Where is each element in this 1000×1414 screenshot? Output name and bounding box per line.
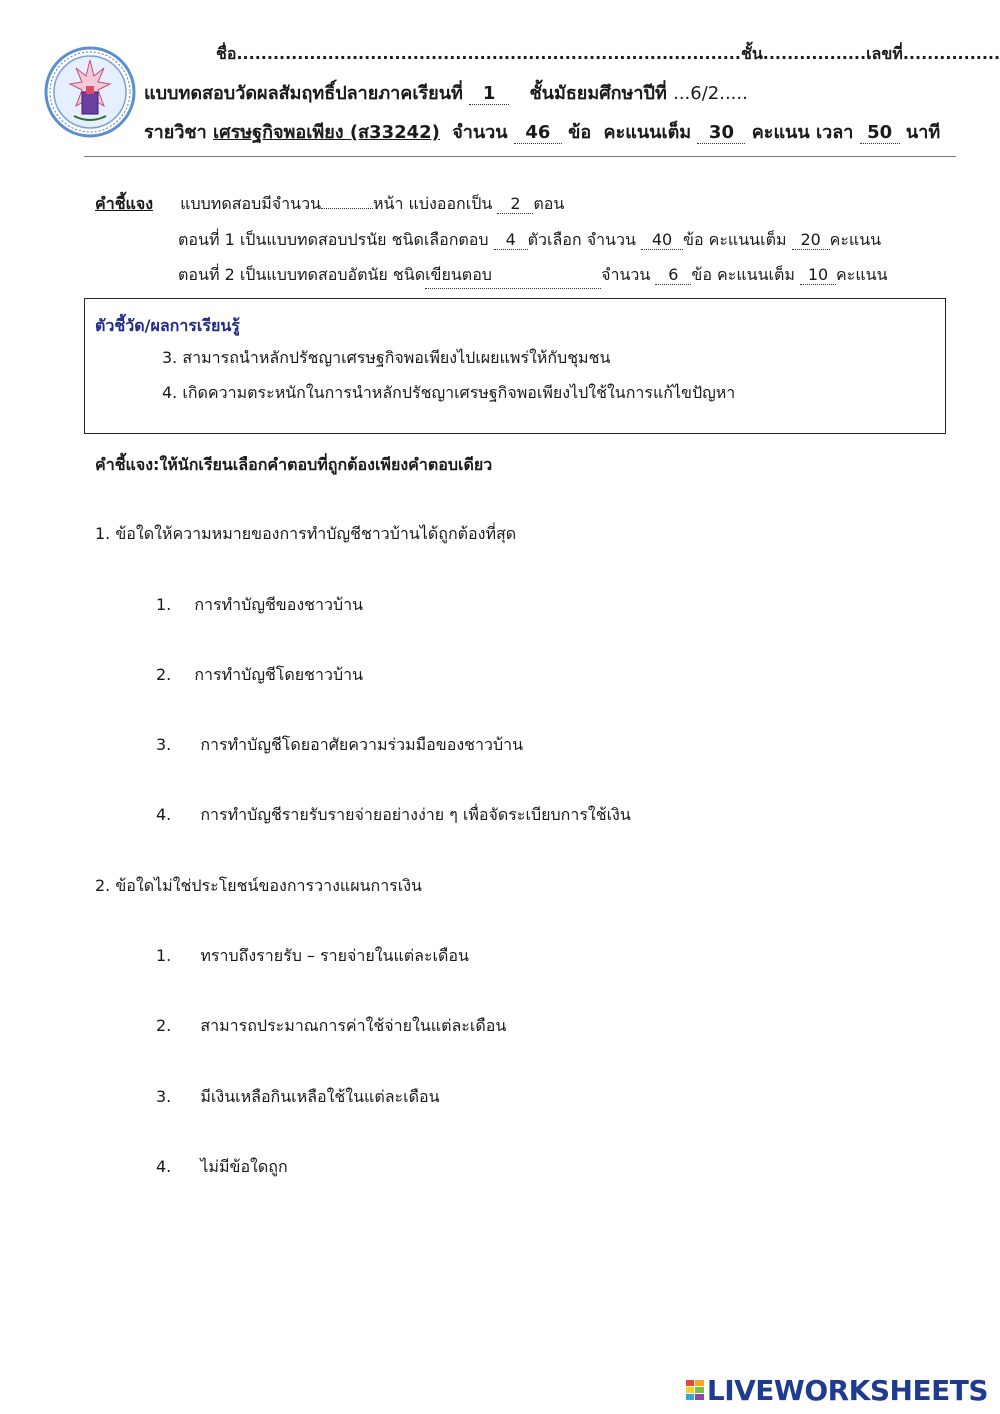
explanation-part-2 — [178, 263, 888, 289]
question-1-option-4[interactable] — [156, 803, 631, 828]
option-text: ทราบถึงรายรับ – รายจ่ายในแต่ละเดือน — [200, 946, 469, 965]
full-score-value: 30 — [697, 122, 745, 144]
time-unit: นาที — [905, 122, 941, 143]
time-label: เวลา — [815, 122, 854, 143]
question-1-option-3[interactable] — [156, 733, 523, 758]
semester-value: 1 — [469, 83, 509, 105]
full-score-label: คะแนนเต็ม — [603, 122, 692, 143]
indicator-item: 4. เกิดความตระหนักในการนำหลักปรัชญาเศรษฐกิจพอเพียงไปใช้ในการแก้ไขปัญหา — [162, 383, 736, 402]
explanation-text: แบบทดสอบมีจำนวน — [180, 194, 321, 213]
option-text: การทำบัญชีรายรับรายจ่ายอย่างง่าย ๆ เพื่อจัดระเบียบการใช้เงิน — [200, 805, 631, 824]
instruction-line: คำชี้แจง:ให้นักเรียนเลือกคำตอบที่ถูกต้องเพียงคำตอบเดียว — [95, 455, 493, 474]
time-value: 50 — [860, 122, 900, 144]
question-1-option-1[interactable] — [156, 593, 363, 618]
part-1-items: 40 — [641, 230, 683, 250]
part-1-score: 20 — [792, 230, 830, 250]
subject-line — [144, 117, 940, 146]
indicators-title: ตัวชี้วัด/ผลการเรียนรู้ — [95, 316, 240, 335]
school-logo — [44, 46, 136, 138]
question-2-option-1[interactable] — [156, 944, 469, 969]
subject-label: รายวิชา — [144, 122, 207, 143]
header-divider — [84, 156, 956, 157]
grade-label: ชั้นมัธยมศึกษาปีที่ — [529, 83, 667, 104]
option-number: 1. — [156, 946, 172, 965]
option-text: ไม่มีข้อใดถูก — [200, 1157, 288, 1176]
explanation-label: คำชี้แจง — [95, 194, 154, 213]
part-1-choices: 4 — [494, 230, 528, 250]
question-1-option-2[interactable] — [156, 663, 363, 688]
liveworksheets-wordmark: LIVEWORKSHEETS — [706, 1373, 988, 1407]
part-1-text: ข้อ คะแนนเต็ม — [683, 230, 787, 249]
explanation-part-1 — [178, 228, 881, 253]
question-1-text: 1. ข้อใดให้ความหมายของการทำบัญชีชาวบ้านได้ถูกต้องที่สุด — [95, 524, 517, 543]
item-count: 46 — [514, 122, 562, 144]
part-1-text: ตัวเลือก จำนวน — [527, 230, 636, 249]
question-2-text: 2. ข้อใดไม่ใช่ประโยชน์ของการวางแผนการเงิน — [95, 876, 422, 895]
item-unit: ข้อ — [568, 122, 592, 143]
test-title-prefix: แบบทดสอบวัดผลสัมฤทธิ์ปลายภาคเรียนที่ — [144, 83, 463, 104]
option-number: 3. — [156, 735, 172, 754]
explanation-text: หน้า แบ่งออกเป็น — [373, 194, 493, 213]
option-number: 2. — [156, 1016, 172, 1035]
option-number: 4. — [156, 1157, 172, 1176]
part-2-text: ตอนที่ 2 เป็นแบบทดสอบอัตนัย ชนิด — [178, 265, 426, 284]
liveworksheets-badge-icon — [686, 1380, 704, 1400]
part-2-text: ข้อ คะแนนเต็ม — [691, 265, 795, 284]
part-1-text: คะแนน — [829, 230, 882, 249]
part-1-text: ตอนที่ 1 เป็นแบบทดสอบปรนัย ชนิดเลือกตอบ — [178, 230, 489, 249]
part-2-text: คะแนน — [836, 265, 888, 284]
option-text: การทำบัญชีโดยชาวบ้าน — [194, 665, 364, 684]
option-number: 3. — [156, 1087, 172, 1106]
question-2-option-2[interactable] — [156, 1014, 506, 1039]
question-2-option-4[interactable] — [156, 1155, 288, 1180]
part-2-type: เขียนตอบ — [425, 263, 601, 289]
option-text: การทำบัญชีโดยอาศัยความร่วมมือของชาวบ้าน — [200, 735, 524, 754]
student-name-line: ชื่อ...................................................................................ชั้น.................เลขที่................ — [216, 44, 1000, 63]
explanation-text: ตอน — [533, 194, 565, 213]
option-text: สามารถประมาณการค่าใช้จ่ายในแต่ละเดือน — [200, 1016, 507, 1035]
option-text: การทำบัญชีของชาวบ้าน — [194, 595, 364, 614]
part-2-score: 10 — [800, 265, 836, 285]
explanation-line-1 — [95, 192, 564, 217]
grade-value: ...6/2..... — [673, 83, 748, 104]
option-number: 4. — [156, 805, 172, 824]
score-unit: คะแนน — [751, 122, 810, 143]
count-label: จำนวน — [452, 122, 508, 143]
parts-count: 2 — [497, 194, 533, 214]
option-number: 1. — [156, 595, 172, 614]
part-2-text: จำนวน — [601, 265, 651, 284]
subject-name: เศรษฐกิจพอเพียง (ส33242) — [213, 122, 440, 143]
page-count-blank — [321, 208, 373, 209]
option-text: มีเงินเหลือกินเหลือใช้ในแต่ละเดือน — [200, 1087, 440, 1106]
option-number: 2. — [156, 665, 172, 684]
question-2-option-3[interactable] — [156, 1085, 440, 1110]
part-2-items: 6 — [655, 265, 691, 285]
liveworksheets-logo — [686, 1373, 988, 1407]
test-title — [144, 78, 748, 107]
indicator-item: 3. สามารถนำหลักปรัชญาเศรษฐกิจพอเพียงไปเผยแพร่ให้กับชุมชน — [162, 348, 611, 367]
